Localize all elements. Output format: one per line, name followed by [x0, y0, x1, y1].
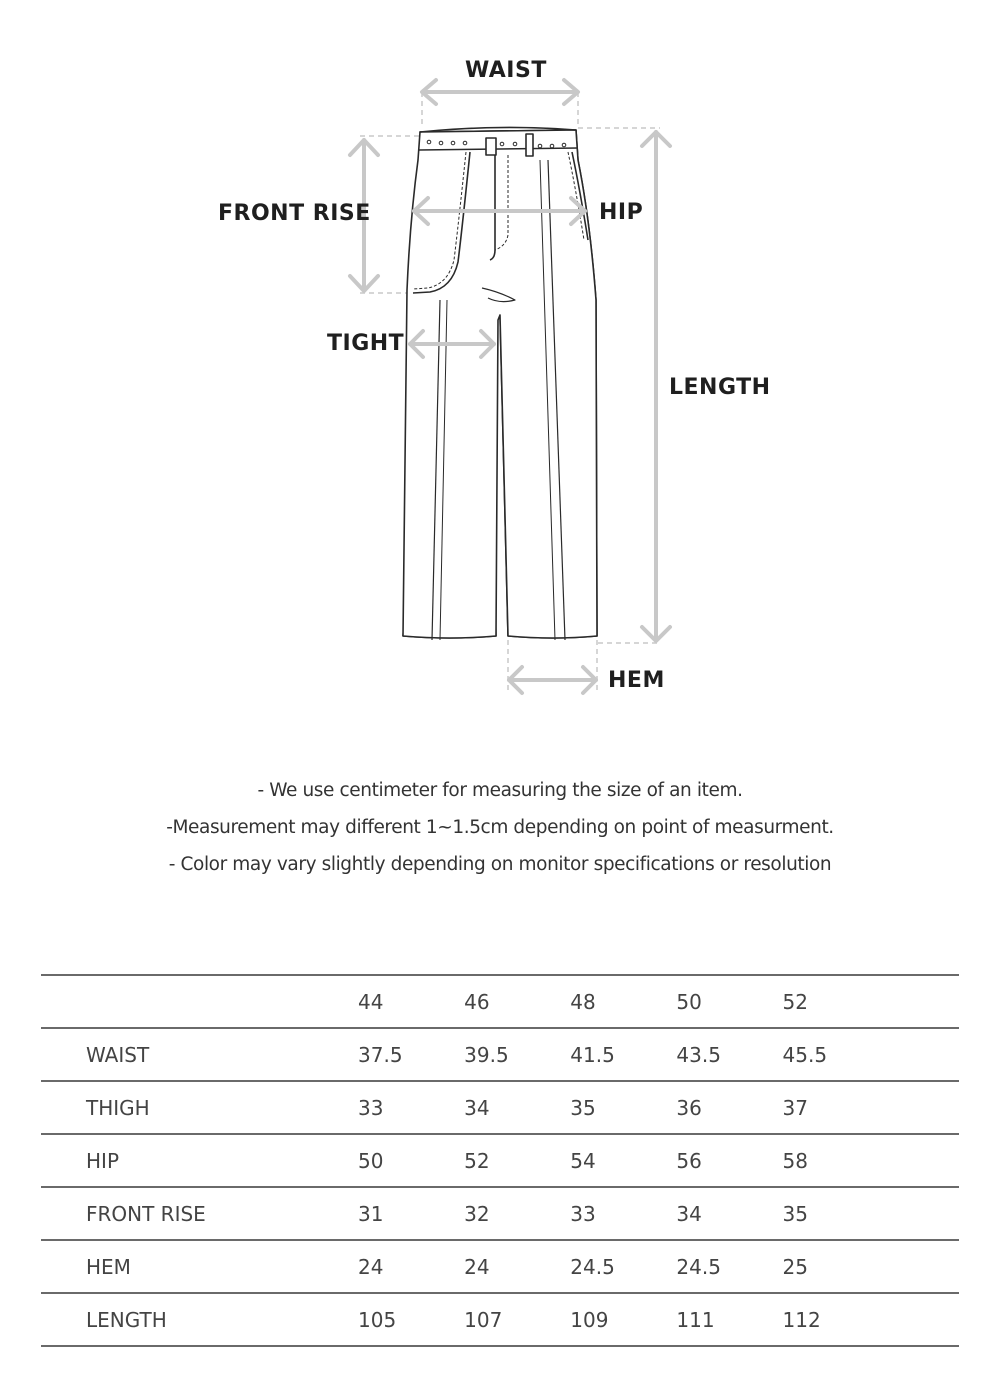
measurement-notes [0, 772, 1000, 883]
table-cell: 32 [464, 1187, 570, 1240]
table-cell: 109 [570, 1293, 676, 1346]
size-header: 50 [676, 975, 782, 1028]
hip-label: HIP [599, 200, 644, 225]
size-table [41, 974, 959, 1347]
table-cell: 56 [676, 1134, 782, 1187]
row-label: HEM [41, 1240, 358, 1293]
length-arrow [642, 132, 670, 641]
pants-outline [403, 127, 597, 640]
thigh-label: TIGHT [327, 331, 405, 356]
table-cell: 24.5 [676, 1240, 782, 1293]
table-cell: 36 [676, 1081, 782, 1134]
table-row [41, 1240, 959, 1293]
size-header: 52 [783, 975, 959, 1028]
table-cell: 41.5 [570, 1028, 676, 1081]
table-row [41, 1081, 959, 1134]
table-cell: 45.5 [783, 1028, 959, 1081]
table-cell: 112 [783, 1293, 959, 1346]
table-cell: 33 [570, 1187, 676, 1240]
waist-arrow [422, 80, 578, 104]
header-empty-cell [41, 975, 358, 1028]
table-cell: 25 [783, 1240, 959, 1293]
row-label: FRONT RISE [41, 1187, 358, 1240]
table-cell: 24 [464, 1240, 570, 1293]
table-cell: 35 [570, 1081, 676, 1134]
table-cell: 54 [570, 1134, 676, 1187]
table-cell: 58 [783, 1134, 959, 1187]
table-cell: 39.5 [464, 1028, 570, 1081]
table-cell: 35 [783, 1187, 959, 1240]
table-row [41, 1187, 959, 1240]
row-label: LENGTH [41, 1293, 358, 1346]
row-label: WAIST [41, 1028, 358, 1081]
table-cell: 105 [358, 1293, 464, 1346]
size-header: 46 [464, 975, 570, 1028]
table-row [41, 1028, 959, 1081]
table-cell: 31 [358, 1187, 464, 1240]
front-rise-label: FRONT RISE [218, 201, 371, 226]
table-cell: 24 [358, 1240, 464, 1293]
size-header: 44 [358, 975, 464, 1028]
table-cell: 50 [358, 1134, 464, 1187]
table-cell: 33 [358, 1081, 464, 1134]
size-header: 48 [570, 975, 676, 1028]
table-cell: 111 [676, 1293, 782, 1346]
table-cell: 24.5 [570, 1240, 676, 1293]
length-label: LENGTH [669, 375, 771, 400]
table-row [41, 1293, 959, 1346]
hem-arrow [509, 667, 596, 693]
waist-label: WAIST [465, 58, 547, 83]
table-header-row [41, 975, 959, 1028]
table-cell: 43.5 [676, 1028, 782, 1081]
table-cell: 37.5 [358, 1028, 464, 1081]
table-cell: 34 [676, 1187, 782, 1240]
table-cell: 107 [464, 1293, 570, 1346]
table-cell: 52 [464, 1134, 570, 1187]
note-line: - We use centimeter for measuring the size of an item. [257, 780, 743, 801]
hem-label: HEM [608, 668, 665, 693]
table-cell: 37 [783, 1081, 959, 1134]
table-cell: 34 [464, 1081, 570, 1134]
row-label: HIP [41, 1134, 358, 1187]
note-line: - Color may vary slightly depending on monitor specifications or resolution [168, 854, 832, 875]
row-label: THIGH [41, 1081, 358, 1134]
table-row [41, 1134, 959, 1187]
note-line: -Measurement may different 1~1.5cm depending on point of measurment. [166, 817, 834, 838]
